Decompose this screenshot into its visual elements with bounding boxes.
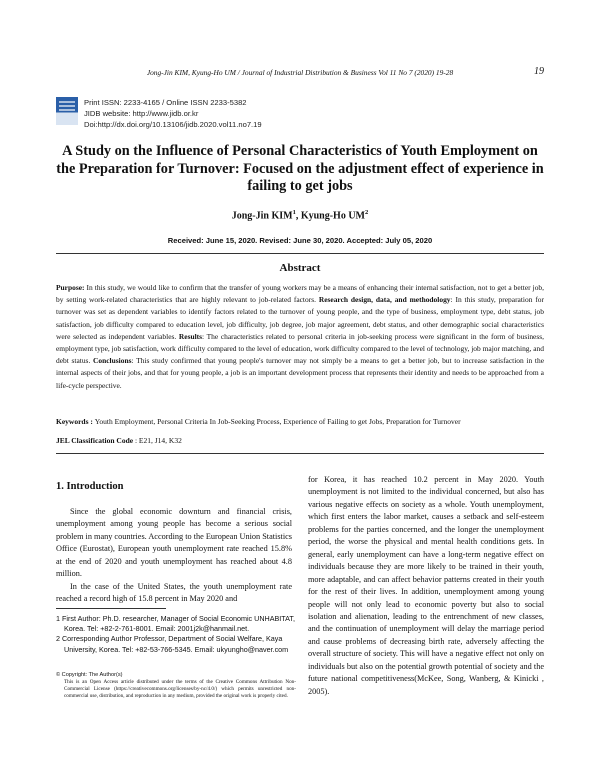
article-title: A Study on the Influence of Personal Characteristics of Youth Employment on the Preparation for Turnover: Focused on the adjustment effect of experience in failing to get jobs — [56, 143, 544, 194]
intro-heading: 1. Introduction — [56, 481, 124, 492]
intro-paragraph-2: In the case of the United States, the youth unemployment rate reached a record high of 15.8 percent in May 2020 and — [56, 581, 292, 604]
purpose-label: Purpose: — [56, 283, 85, 292]
results-label: Results — [178, 331, 203, 341]
divider-bottom — [56, 453, 544, 454]
author-2-affiliation-mark: 2 — [365, 209, 369, 216]
left-column — [56, 506, 292, 606]
jel-label: JEL Classification Code — [56, 436, 134, 445]
website-line: JIDB website: http://www.jidb.or.kr — [84, 109, 199, 118]
footnotes — [56, 614, 296, 655]
keywords-text: Youth Employment, Personal Criteria In Job-Seeking Process, Experience of Failing to get Jobs, Preparation for Turnover — [94, 417, 461, 426]
footnote-divider — [56, 608, 166, 609]
conclusions-text: : This study confirmed that young people's turnover may not simply be a means to get a better job, but to increase satisfaction in the internal aspects of their jobs, and that for young people, a job is an important development process that represents their identity and needs to be approached from a life-cycle perspective. — [56, 356, 545, 390]
page-number: 19 — [534, 66, 544, 77]
running-head: Jong-Jin KIM, Kyung-Ho UM / Journal of Industrial Distribution & Business Vol 11 No 7 (2020) 19-28 — [146, 68, 454, 77]
journal-meta — [84, 97, 262, 130]
footnote-2: 2 Corresponding Author Professor, Department of Social Welfare, Kaya University, Korea. Tel: +82-53-766-5345. Email: ukyungho@naver.com — [56, 634, 289, 654]
author-separator: , — [295, 210, 301, 222]
author-2: Kyung-Ho UM — [300, 210, 365, 222]
intro-paragraph-continued: for Korea, it has reached 10.2 percent in May 2020. Youth unemployment is not limited to the individual concerned, but also has various negative effects on society as a whole. Youth unemployment, which first enters the labor market, causes a setback and self-esteem problems for the parties concerned, and the longer the unemployment period, the worse the physical and mental health conditions gets. In general, early unemployment can have a long-term negative effect on individuals because they are more likely to be trained in their youth, more adaptable, and can affect behavior patterns created in their youth for the rest of their lives. In addition, unemployment among young people will not only lead to economic poverty but also to social isolation and alienation, leading to the entrenchment of new classes, and the continuation of unemployment will delay the marriage period and cause problems of decreasing birth rate, adversely affecting the overall structure of society. This will have a negative effect not only on individuals but also on the potential growth potential of society and the future national competitiveness(McKee, Song, Wanberg, & Kinicki , 2005). — [308, 475, 544, 696]
abstract-heading: Abstract — [279, 262, 321, 274]
right-column — [308, 474, 544, 698]
received-dates: Received: June 15, 2020. Revised: June 30, 2020. Accepted: July 05, 2020 — [167, 236, 433, 245]
author-1-affiliation-mark: 1 — [292, 209, 296, 216]
divider-top — [56, 253, 544, 254]
abstract-body — [56, 282, 544, 392]
copyright-notice — [56, 672, 296, 700]
conclusions-label: Conclusions — [93, 356, 132, 366]
keywords — [56, 416, 544, 427]
design-label: Research design, data, and methodology — [318, 295, 451, 305]
intro-paragraph-1: Since the global economic downturn and financial crisis, unemployment among young people has become a serious social problem in many countries. According to the European Union Statistics Office (Eurostat), European youth unemployment rate reached 15.8% at the end of 2020 and youth unemployment has reached about 4.8 million. — [56, 507, 292, 579]
copyright-text: This is an Open Access article distributed under the terms of the Creative Commons Attribution Non-Commercial License (https://creativecommons.org/licenses/by-nc/4.0/) which permits unrestricted non-commercial use, distribution, and reproduction in any medium, provided the original work is properly cited. — [64, 678, 296, 699]
doi-line: Doi:http://dx.doi.org/10.13106/jidb.2020.vol11.no7.19 — [84, 120, 262, 129]
design-text: : In this study, preparation for turnover was set as dependent variables to identify factors related to the turnover of young people, and the type of business, employment type, debt status, job satisfaction, job difficulty compared to education level, job difficulty, job degree, job major agreement, debt status, and other demographic social characteristics were selected as independent variables. — [56, 295, 544, 341]
footnote-1: 1 First Author: Ph.D. researcher, Manager of Social Economic UNHABITAT, Korea. Tel: +82-2-761-8001. Email: 2001j2k@hanmail.net. — [56, 614, 296, 634]
results-text: : The characteristics related to personal criteria in job-seeking process were significant in the form of business, employment type, job satisfaction, work difficulty compared to the level of education, work difficulty compared to the level of technology, job major matching, and debt status. — [56, 331, 544, 366]
issn-line: Print ISSN: 2233-4165 / Online ISSN 2233-5382 — [84, 98, 247, 107]
copyright-title: © Copyright: The Author(s) — [56, 672, 123, 678]
author-1: Jong-Jin KIM — [231, 210, 293, 222]
jel-text: : E21, J14, K32 — [133, 436, 182, 445]
journal-logo-icon — [56, 97, 78, 125]
keywords-label: Keywords : — [56, 417, 95, 426]
purpose-text: In this study, we would like to confirm that the transfer of young workers may be a means of enhancing their internal satisfaction, not to get a better job, by setting work-related characteristics that are highly relevant to job-related factors. — [56, 283, 544, 305]
author-line — [0, 209, 600, 221]
jel-classification — [56, 436, 544, 445]
